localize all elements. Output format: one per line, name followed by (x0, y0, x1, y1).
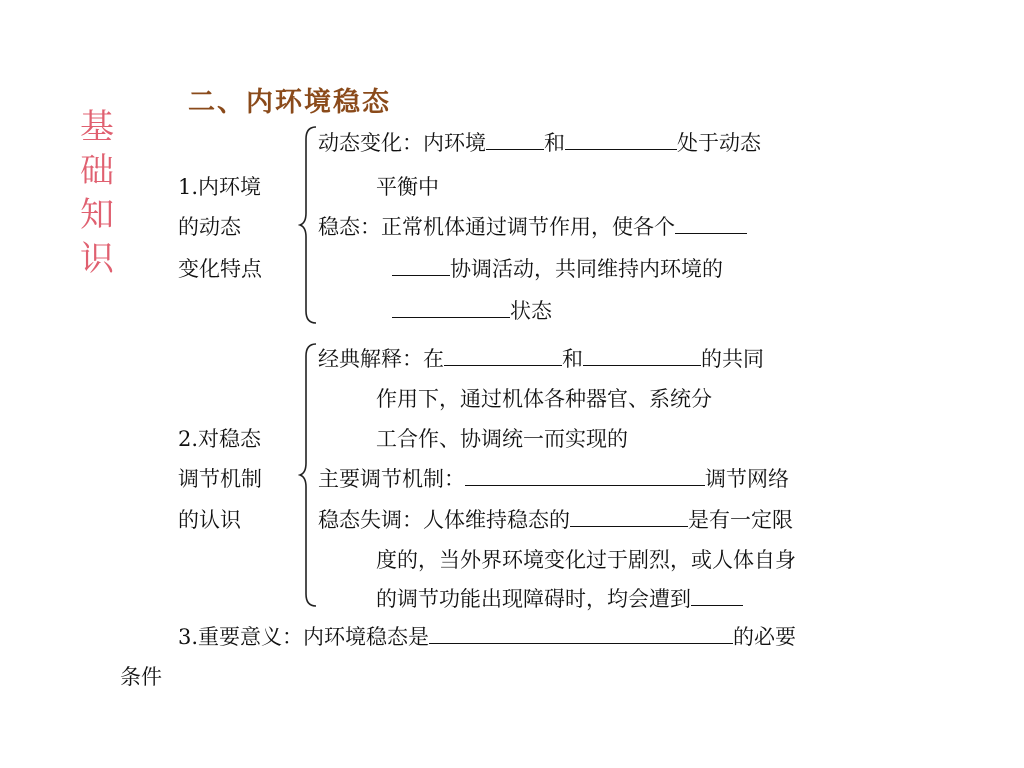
section2-row6: 度的，当外界环境变化过于剧烈，或人体自身 (376, 548, 796, 572)
section3-row1 (178, 622, 796, 652)
section1-row1-text-c: 处于动态 (677, 131, 761, 155)
sidebar-char-1: 基 (80, 107, 114, 147)
section3-row1-text-a: 3.重要意义：内环境稳态是 (178, 625, 430, 649)
section2-row1-text-c: 的共同 (701, 347, 764, 371)
blank-2e[interactable] (691, 585, 743, 606)
blank-3a[interactable] (429, 623, 733, 644)
section1-row1-text-a: 动态变化：内环境 (318, 131, 486, 155)
blank-1d[interactable] (392, 255, 450, 276)
section1-label-line3: 变化特点 (178, 257, 262, 281)
section2-row7-text: 的调节功能出现障碍时，均会遭到 (376, 587, 691, 611)
section1-row5-text: 状态 (510, 299, 552, 323)
section2-row4 (318, 464, 789, 494)
section2-row2: 作用下，通过机体各种器官、系统分 (376, 387, 712, 411)
blank-2b[interactable] (583, 345, 701, 366)
section1-row4 (392, 254, 723, 284)
blank-1c[interactable] (675, 213, 747, 234)
blank-1b[interactable] (565, 129, 677, 150)
section1-row5 (392, 296, 552, 326)
section2-row4-text-a: 主要调节机制： (318, 467, 465, 491)
sidebar-char-4: 识 (80, 239, 114, 279)
section2-row5-text-a: 稳态失调：人体维持稳态的 (318, 508, 570, 532)
section2-label-line2: 调节机制 (178, 467, 262, 491)
section3-row2: 条件 (120, 665, 162, 689)
section1-row3-text: 稳态：正常机体通过调节作用，使各个 (318, 215, 675, 239)
section1-row1-text-b: 和 (544, 131, 565, 155)
section2-brace (298, 342, 320, 608)
section1-row4-text: 协调活动，共同维持内环境的 (450, 257, 723, 281)
section2-row1-text-b: 和 (562, 347, 583, 371)
section1-label-line1: 1.内环境 (178, 175, 262, 199)
section3-row1-text-b: 的必要 (733, 625, 797, 649)
blank-2c[interactable] (465, 465, 705, 486)
blank-1a[interactable] (486, 129, 544, 150)
section2-row5-text-b: 是有一定限 (688, 508, 793, 532)
blank-1e[interactable] (392, 297, 510, 318)
section2-row3: 工合作、协调统一而实现的 (376, 427, 628, 451)
section-title: 二、内环境稳态 (188, 87, 391, 118)
section2-row1-text-a: 经典解释：在 (318, 347, 444, 371)
section2-row1 (318, 344, 764, 374)
sidebar-char-2: 础 (80, 151, 114, 191)
section2-row4-text-b: 调节网络 (705, 467, 789, 491)
section1-row2: 平衡中 (376, 175, 439, 199)
section2-row7 (376, 584, 743, 614)
blank-2a[interactable] (444, 345, 562, 366)
section1-row3 (318, 212, 747, 242)
section1-label-line2: 的动态 (178, 215, 241, 239)
blank-2d[interactable] (570, 506, 688, 527)
sidebar-char-3: 知 (80, 195, 114, 235)
section1-brace (298, 125, 320, 325)
section1-row1 (318, 128, 761, 158)
section2-label-line1: 2.对稳态 (178, 427, 262, 451)
section2-label-line3: 的认识 (178, 508, 241, 532)
section2-row5 (318, 505, 793, 535)
